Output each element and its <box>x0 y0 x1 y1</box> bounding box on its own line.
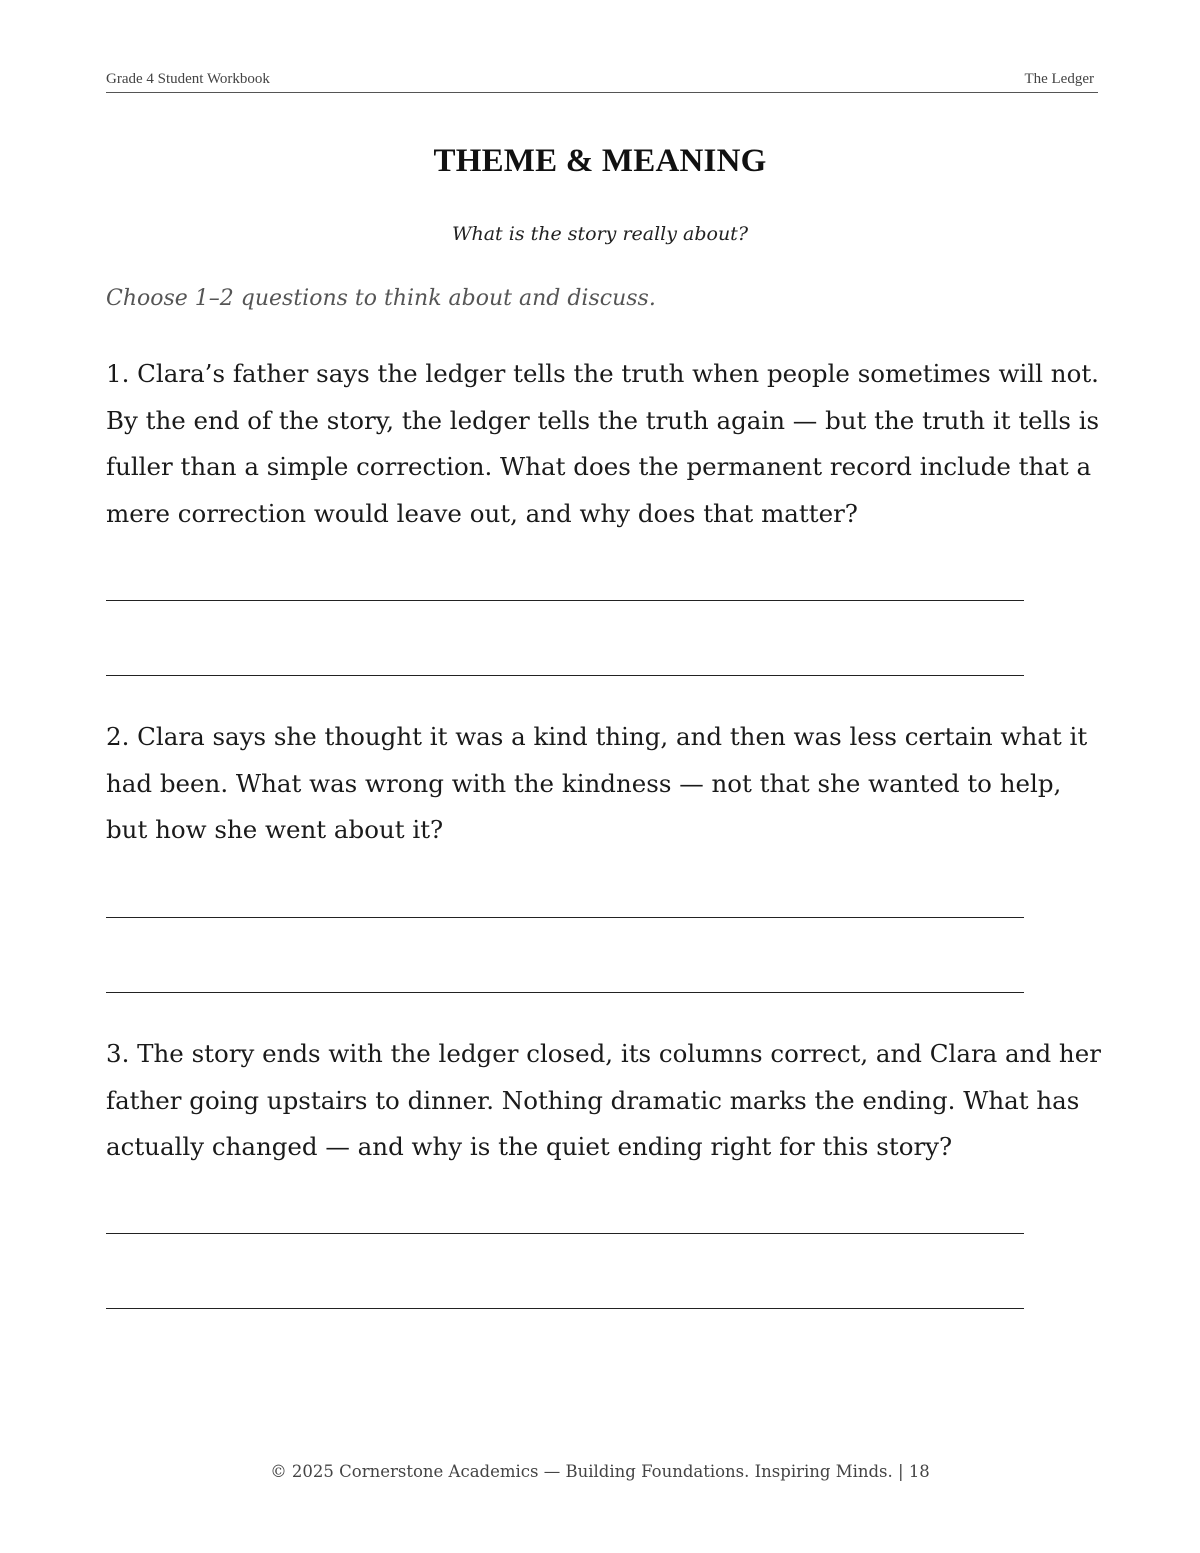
answer-line <box>106 992 1024 993</box>
page-subtitle: What is the story really about? <box>451 223 749 245</box>
question-1: 1. Clara’s father says the ledger tells the truth when people sometimes will not. By the end of the story, the ledger tells the truth again — but the truth it tells is fuller than a simple correction. What does the permanent record include that a mere correction would leave out, and why does that matter? <box>106 359 1100 528</box>
running-header <box>106 68 1098 93</box>
instructions: Choose 1–2 questions to think about and discuss. <box>106 286 656 311</box>
answer-line <box>106 675 1024 676</box>
header-story-title: The Ledger <box>1024 71 1094 87</box>
page-footer: © 2025 Cornerstone Academics — Building Foundations. Inspiring Minds. | 18 <box>270 1462 930 1481</box>
answer-line <box>106 1308 1024 1309</box>
header-workbook-title: Grade 4 Student Workbook <box>106 71 270 87</box>
answer-line <box>106 1233 1024 1234</box>
answer-line <box>106 600 1024 601</box>
page-title: THEME & MEANING <box>433 143 767 179</box>
question-3: 3. The story ends with the ledger closed, its columns correct, and Clara and her father going upstairs to dinner. Nothing dramatic marks the ending. What has actually changed — and why is the quiet ending right for this story? <box>106 1039 1101 1161</box>
question-2: 2. Clara says she thought it was a kind thing, and then was less certain what it had been. What was wrong with the kindness — not that she wanted to help, but how she went about it? <box>106 722 1088 844</box>
answer-line <box>106 917 1024 918</box>
